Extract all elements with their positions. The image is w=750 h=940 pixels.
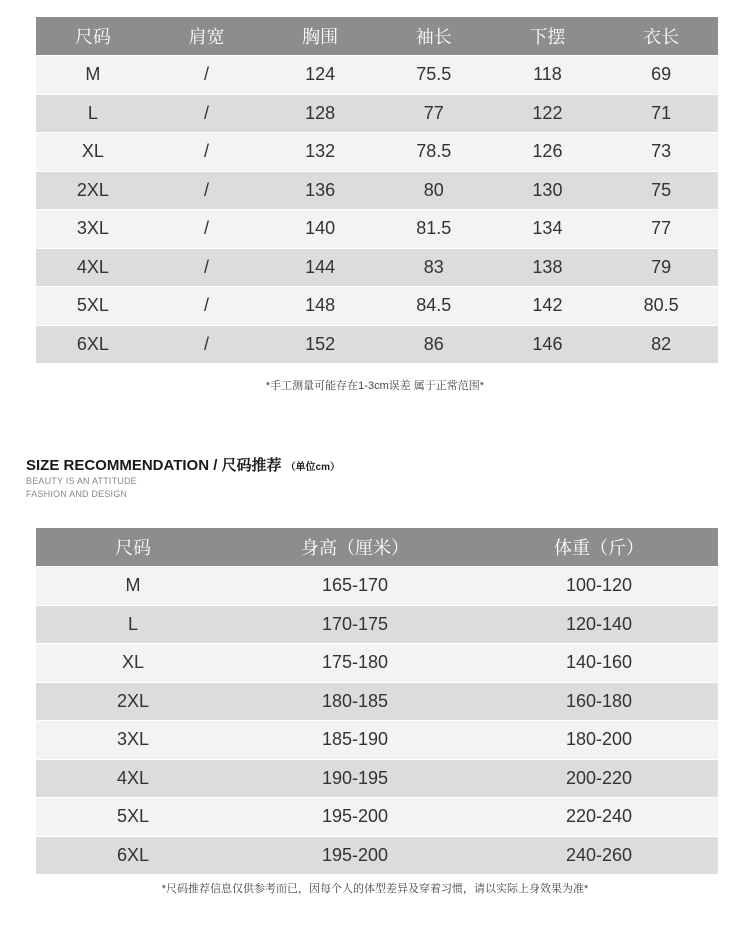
header-chest: 胸围 xyxy=(263,17,377,56)
header-weight: 体重（斤） xyxy=(480,528,718,567)
table-header-row xyxy=(36,528,718,567)
table-cell: 77 xyxy=(604,210,718,249)
table-cell: 200-220 xyxy=(480,759,718,798)
table-cell: 134 xyxy=(491,210,605,249)
table-cell: 144 xyxy=(263,248,377,287)
table-cell: L xyxy=(36,605,230,644)
table-cell: 180-185 xyxy=(230,682,480,721)
table-cell: 220-240 xyxy=(480,798,718,837)
table-header-row xyxy=(36,17,718,56)
table-row xyxy=(36,798,718,837)
table-row xyxy=(36,759,718,798)
table-cell: 83 xyxy=(377,248,491,287)
table-row xyxy=(36,171,718,210)
table-cell: 4XL xyxy=(36,248,150,287)
size-measurement-table xyxy=(36,17,718,363)
table-cell: / xyxy=(150,210,264,249)
table-row xyxy=(36,56,718,95)
table-cell: 132 xyxy=(263,133,377,172)
table-cell: 195-200 xyxy=(230,836,480,874)
table-cell: / xyxy=(150,287,264,326)
table-cell: / xyxy=(150,171,264,210)
table-cell: 75 xyxy=(604,171,718,210)
table-cell: 79 xyxy=(604,248,718,287)
table-cell: 136 xyxy=(263,171,377,210)
header-sleeve: 袖长 xyxy=(377,17,491,56)
table-cell: 73 xyxy=(604,133,718,172)
header-size: 尺码 xyxy=(36,17,150,56)
table-row xyxy=(36,644,718,683)
header-size: 尺码 xyxy=(36,528,230,567)
table-cell: 69 xyxy=(604,56,718,95)
table-cell: / xyxy=(150,56,264,95)
table-cell: 124 xyxy=(263,56,377,95)
header-hem: 下摆 xyxy=(491,17,605,56)
tagline-beauty: BEAUTY IS AN ATTITUDE xyxy=(26,476,137,486)
table-cell: 130 xyxy=(491,171,605,210)
table-row xyxy=(36,682,718,721)
table-cell: 4XL xyxy=(36,759,230,798)
table-cell: 3XL xyxy=(36,721,230,760)
recommendation-title: SIZE RECOMMENDATION / 尺码推荐 xyxy=(26,457,282,474)
recommendation-unit: （单位cm） xyxy=(285,462,341,473)
header-length: 衣长 xyxy=(604,17,718,56)
table-cell: 81.5 xyxy=(377,210,491,249)
table-cell: 140-160 xyxy=(480,644,718,683)
table-cell: 140 xyxy=(263,210,377,249)
table-cell: 2XL xyxy=(36,682,230,721)
table-cell: 128 xyxy=(263,94,377,133)
table-cell: 195-200 xyxy=(230,798,480,837)
table-cell: 240-260 xyxy=(480,836,718,874)
table-cell: M xyxy=(36,56,150,95)
table-row xyxy=(36,133,718,172)
table-row xyxy=(36,567,718,606)
table-cell: 138 xyxy=(491,248,605,287)
table-cell: 126 xyxy=(491,133,605,172)
tagline-fashion: FASHION AND DESIGN xyxy=(26,489,128,499)
table-cell: / xyxy=(150,325,264,363)
table-cell: 82 xyxy=(604,325,718,363)
recommendation-heading xyxy=(26,454,340,475)
table-cell: 71 xyxy=(604,94,718,133)
table-cell: 78.5 xyxy=(377,133,491,172)
header-shoulder: 肩宽 xyxy=(150,17,264,56)
table-cell: 122 xyxy=(491,94,605,133)
table-cell: 84.5 xyxy=(377,287,491,326)
table-cell: 5XL xyxy=(36,798,230,837)
table-cell: 5XL xyxy=(36,287,150,326)
table-row xyxy=(36,287,718,326)
header-height: 身高（厘米） xyxy=(230,528,480,567)
table-cell: 160-180 xyxy=(480,682,718,721)
table-cell: 165-170 xyxy=(230,567,480,606)
table-cell: 75.5 xyxy=(377,56,491,95)
table-cell: 6XL xyxy=(36,836,230,874)
table-row xyxy=(36,325,718,363)
table-cell: 6XL xyxy=(36,325,150,363)
table-cell: 118 xyxy=(491,56,605,95)
table-row xyxy=(36,94,718,133)
table-row xyxy=(36,836,718,874)
recommendation-note: *尺码推荐信息仅供参考而已，因每个人的体型差异及穿着习惯，请以实际上身效果为准* xyxy=(161,883,589,895)
table-cell: / xyxy=(150,248,264,287)
table-cell: XL xyxy=(36,133,150,172)
measurement-note: *手工测量可能存在1-3cm误差 属于正常范围* xyxy=(265,380,485,392)
table-cell: / xyxy=(150,133,264,172)
table-cell: 152 xyxy=(263,325,377,363)
table-cell: 190-195 xyxy=(230,759,480,798)
table-row xyxy=(36,605,718,644)
table-cell: L xyxy=(36,94,150,133)
table-cell: 148 xyxy=(263,287,377,326)
table-cell: 170-175 xyxy=(230,605,480,644)
table-row xyxy=(36,210,718,249)
table-row xyxy=(36,721,718,760)
table-cell: M xyxy=(36,567,230,606)
table-cell: 80 xyxy=(377,171,491,210)
table-cell: 142 xyxy=(491,287,605,326)
table-cell: XL xyxy=(36,644,230,683)
table-cell: 2XL xyxy=(36,171,150,210)
table-cell: 86 xyxy=(377,325,491,363)
table-cell: 100-120 xyxy=(480,567,718,606)
table-cell: 180-200 xyxy=(480,721,718,760)
table-cell: 175-180 xyxy=(230,644,480,683)
table-cell: 120-140 xyxy=(480,605,718,644)
table-cell: 3XL xyxy=(36,210,150,249)
table-row xyxy=(36,248,718,287)
table-cell: 185-190 xyxy=(230,721,480,760)
size-recommendation-table xyxy=(36,528,718,874)
table-cell: 77 xyxy=(377,94,491,133)
table-cell: 80.5 xyxy=(604,287,718,326)
table-cell: / xyxy=(150,94,264,133)
table-cell: 146 xyxy=(491,325,605,363)
